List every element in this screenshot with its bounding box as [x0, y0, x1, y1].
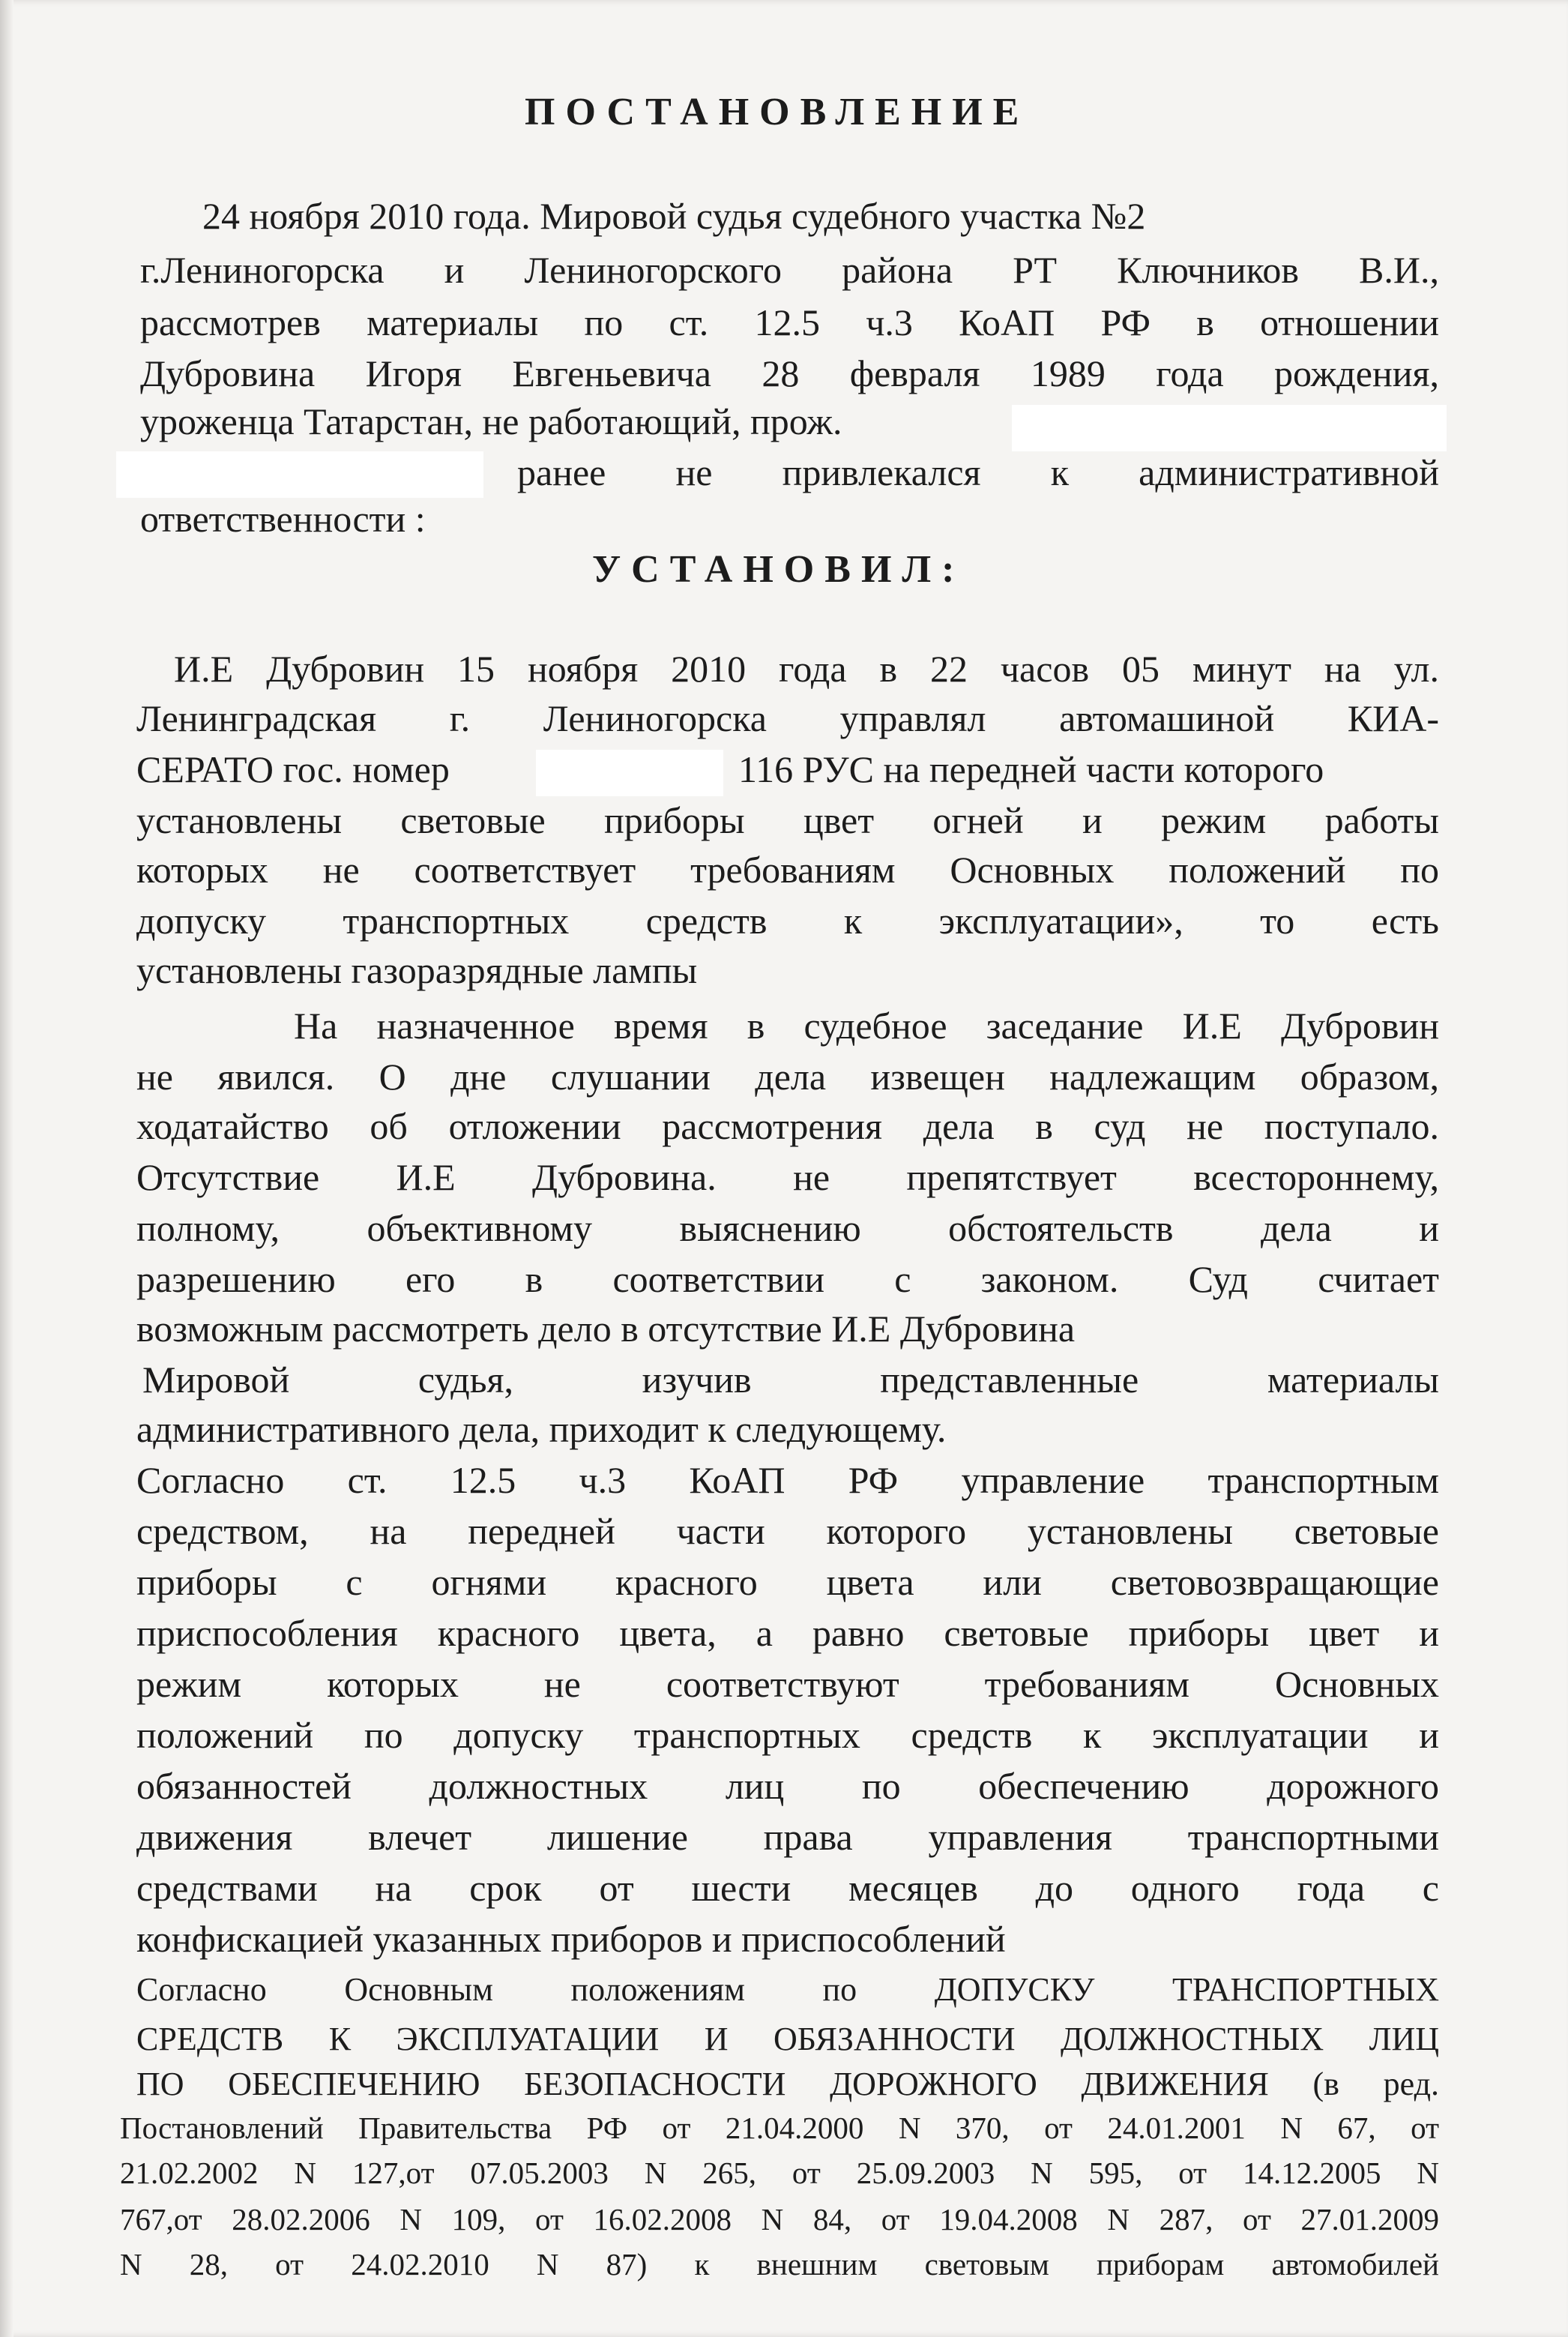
body-line-3b: 116 РУС на передней части которого	[738, 748, 1324, 790]
body-line-18: средством, на передней части которого установлены световые	[136, 1510, 1439, 1552]
body-line-10: ходатайство об отложении рассмотрения дела в суд не поступало.	[136, 1105, 1439, 1147]
page-edge-shadow	[0, 0, 13, 2337]
body-line-2: Ленинградская г. Лениногорска управлял автомашиной КИА-	[136, 697, 1439, 739]
body-line-20: приспособления красного цвета, а равно световые приборы цвет и	[136, 1612, 1439, 1654]
body-line-7: установлены газоразрядные лампы	[136, 949, 698, 991]
body-line-4: установлены световые приборы цвет огней и режим работы	[136, 799, 1439, 841]
body-line-11: Отсутствие И.Е Дубровина. не препятствует всестороннему,	[136, 1156, 1439, 1198]
body-line-16: административного дела, приходит к следующему.	[136, 1408, 947, 1450]
section-heading: УСТАНОВИЛ:	[592, 548, 965, 591]
body-line-29: ПО ОБЕСПЕЧЕНИЮ БЕЗОПАСНОСТИ ДОРОЖНОГО ДВИЖЕНИЯ (в ред.	[136, 2066, 1439, 2102]
body-line-8: На назначенное время в судебное заседание И.Е Дубровин	[294, 1005, 1439, 1047]
body-line-33: N 28, от 24.02.2010 N 87) к внешним световым приборам автомобилей	[120, 2247, 1439, 2282]
body-line-5: которых не соответствует требованиям Основных положений по	[136, 849, 1439, 891]
body-line-21: режим которых не соответствуют требованиям Основных	[136, 1663, 1439, 1705]
document-title: ПОСТАНОВЛЕНИЕ	[525, 91, 1030, 133]
intro-line-4: Дубровина Игоря Евгеньевича 28 февраля 1989 года рождения,	[140, 352, 1439, 394]
body-line-23: обязанностей должностных лиц по обеспечению дорожного	[136, 1765, 1439, 1807]
intro-line-6: ранее не привлекался к административной	[517, 451, 1439, 493]
intro-line-7: ответственности :	[140, 498, 426, 540]
body-line-3a: СЕРАТО гос. номер	[136, 748, 450, 790]
body-line-9: не явился. О дне слушании дела извещен надлежащим образом,	[136, 1056, 1439, 1098]
body-line-31: 21.02.2002 N 127,от 07.05.2003 N 265, от 25.09.2003 N 595, от 14.12.2005 N	[120, 2156, 1439, 2190]
body-line-25: средствами на срок от шести месяцев до одного года с	[136, 1867, 1439, 1909]
body-line-24: движения влечет лишение права управления транспортными	[136, 1816, 1439, 1858]
redaction-plate	[536, 750, 723, 796]
redaction-address-2	[116, 451, 483, 498]
body-line-6: допуску транспортных средств к эксплуатации», то есть	[136, 900, 1439, 942]
intro-line-3: рассмотрев материалы по ст. 12.5 ч.3 КоАП РФ в отношении	[140, 301, 1439, 343]
body-line-32: 767,от 28.02.2006 N 109, от 16.02.2008 N 84, от 19.04.2008 N 287, от 27.01.2009	[120, 2202, 1439, 2237]
intro-line-1: 24 ноября 2010 года. Мировой судья судебного участка №2	[202, 195, 1146, 237]
body-line-27: Согласно Основным положениям по ДОПУСКУ ТРАНСПОРТНЫХ	[136, 1971, 1439, 2008]
intro-line-2: г.Лениногорска и Лениногорского района РТ Ключников В.И.,	[140, 249, 1439, 291]
body-line-15: Мировой судья, изучив представленные материалы	[142, 1359, 1439, 1401]
body-line-14: возможным рассмотреть дело в отсутствие И.Е Дубровина	[136, 1308, 1076, 1350]
body-line-13: разрешению его в соответствии с законом. Суд считает	[136, 1258, 1439, 1300]
body-line-1: И.Е Дубровин 15 ноября 2010 года в 22 часов 05 минут на ул.	[174, 648, 1439, 690]
intro-line-5: уроженца Татарстан, не работающий, прож.	[140, 400, 842, 442]
body-line-30: Постановлений Правительства РФ от 21.04.2000 N 370, от 24.01.2001 N 67, от	[120, 2111, 1439, 2145]
body-line-26: конфискацией указанных приборов и приспособлений	[136, 1918, 1006, 1960]
body-line-22: положений по допуску транспортных средств к эксплуатации и	[136, 1714, 1439, 1756]
body-line-17: Согласно ст. 12.5 ч.3 КоАП РФ управление транспортным	[136, 1459, 1439, 1501]
body-line-19: приборы с огнями красного цвета или световозвращающие	[136, 1561, 1439, 1603]
body-line-28: СРЕДСТВ К ЭКСПЛУАТАЦИИ И ОБЯЗАННОСТИ ДОЛЖНОСТНЫХ ЛИЦ	[136, 2021, 1439, 2057]
body-line-12: полному, объективному выяснению обстоятельств дела и	[136, 1207, 1439, 1249]
redaction-address-1	[1012, 405, 1447, 451]
